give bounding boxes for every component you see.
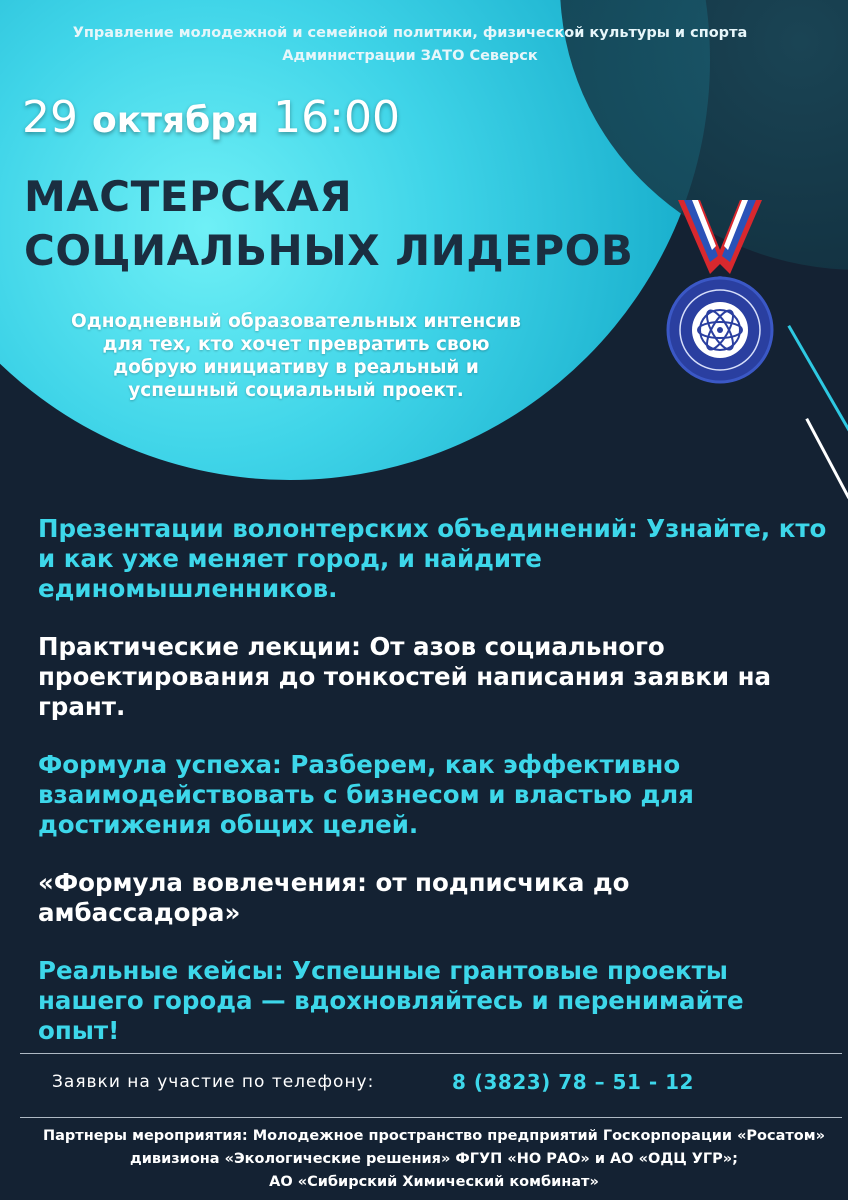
organizer-header bbox=[0, 22, 820, 68]
subtitle-line: Однодневный образовательных интенсив bbox=[71, 311, 521, 332]
partners-block bbox=[0, 1125, 848, 1194]
event-title-line-2: СОЦИАЛЬНЫХ ЛИДЕРОВ bbox=[24, 226, 634, 275]
divider-top bbox=[20, 1053, 842, 1054]
event-title bbox=[24, 170, 633, 278]
program-item: Практические лекции: От азов социального проектирования до тонкостей написания заявки на грант. bbox=[38, 632, 772, 721]
event-time: 16:00 bbox=[273, 92, 400, 143]
partners-line-2: дивизиона «Экологические решения» ФГУП «НО РАО» и АО «ОДЦ УГР»; bbox=[130, 1151, 738, 1167]
partners-line-3: АО «Сибирский Химический комбинат» bbox=[269, 1174, 599, 1190]
event-subtitle bbox=[0, 310, 592, 402]
divider-bottom bbox=[20, 1117, 842, 1118]
contact-label: Заявки на участие по телефону: bbox=[52, 1072, 375, 1092]
program-item: Формула успеха: Разберем, как эффективно взаимодействовать с бизнесом и властью для достижения общих целей. bbox=[38, 750, 694, 839]
event-day: 29 bbox=[22, 92, 78, 143]
program-list bbox=[38, 514, 828, 1074]
subtitle-line: добрую инициативу в реальный и bbox=[113, 357, 479, 378]
program-item: Реальные кейсы: Успешные грантовые проекты нашего города — вдохновляйтесь и перенимайте опыт! bbox=[38, 956, 744, 1045]
event-title-line-1: МАСТЕРСКАЯ bbox=[24, 172, 353, 221]
event-month: октября bbox=[92, 100, 260, 141]
program-item: Презентации волонтерских объединений: Узнайте, кто и как уже меняет город, и найдите единомышленников. bbox=[38, 514, 827, 603]
subtitle-line: успешный социальный проект. bbox=[128, 380, 464, 401]
subtitle-line: для тех, кто хочет превратить свою bbox=[102, 334, 490, 355]
event-datetime bbox=[22, 88, 400, 151]
organizer-line-1: Управление молодежной и семейной политики, физической культуры и спорта bbox=[72, 25, 748, 41]
decorative-line-white bbox=[805, 418, 848, 499]
program-item: «Формула вовлечения: от подписчика до амбассадора» bbox=[38, 868, 630, 927]
organizer-line-2: Администрации ЗАТО Северск bbox=[282, 48, 538, 64]
contact-phone: 8 (3823) 78 – 51 - 12 bbox=[452, 1070, 694, 1094]
medal-emblem-icon bbox=[660, 190, 780, 410]
partners-line-1: Партнеры мероприятия: Молодежное пространство предприятий Госкорпорации «Росатом» bbox=[43, 1128, 825, 1144]
